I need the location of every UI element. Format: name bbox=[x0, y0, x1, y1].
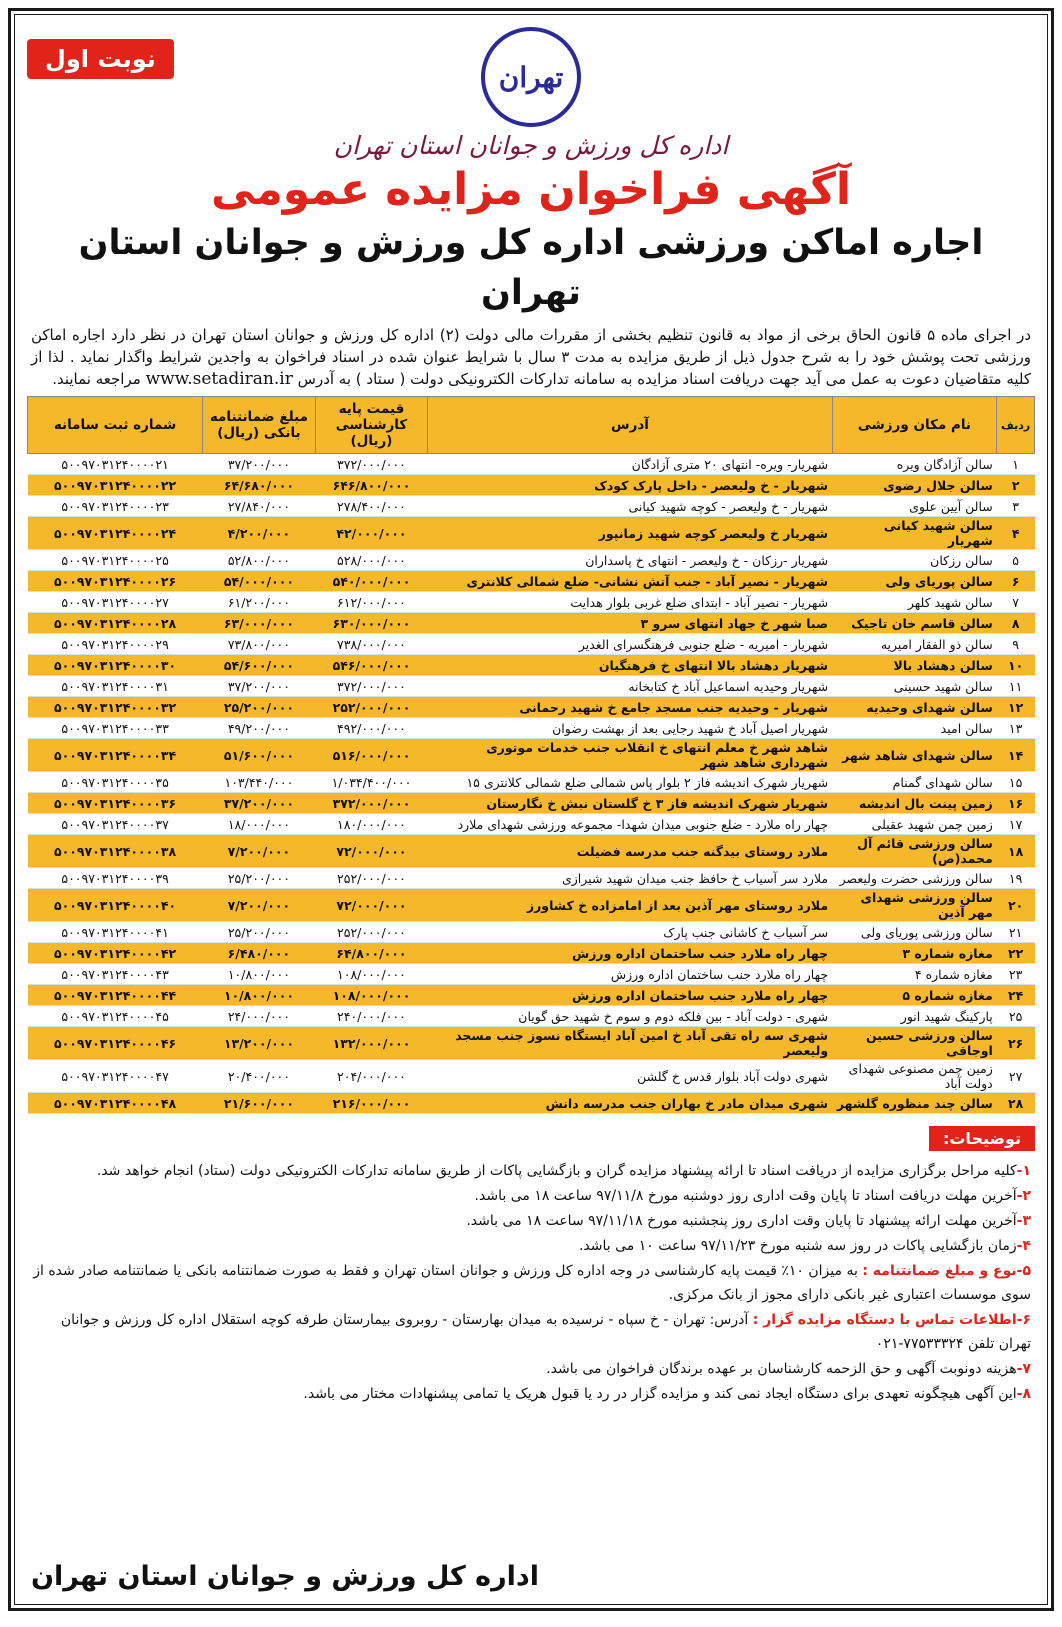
row-index: ۱۸ bbox=[997, 835, 1035, 868]
row-index: ۴ bbox=[997, 517, 1035, 550]
row-venue-name: سالن جلال رضوی bbox=[832, 475, 997, 496]
header-base-price: قیمت پایه کارشناسی (ریال) bbox=[315, 397, 428, 454]
row-venue-name: سالن امید bbox=[832, 718, 997, 739]
row-guarantee: ۱۰/۸۰۰/۰۰۰ bbox=[203, 964, 316, 985]
row-base-price: ۲۰۴/۰۰۰/۰۰۰ bbox=[315, 1060, 428, 1093]
row-registration-number: ۵۰۰۹۷۰۳۱۲۴۰۰۰۰۳۰ bbox=[28, 655, 203, 676]
row-registration-number: ۵۰۰۹۷۰۳۱۲۴۰۰۰۰۳۶ bbox=[28, 793, 203, 814]
row-venue-name: مغازه شماره ۳ bbox=[832, 943, 997, 964]
row-venue-name: سالن آزادگان ویره bbox=[832, 454, 997, 475]
row-address: شهریار- ویره- انتهای ۲۰ متری آزادگان bbox=[428, 454, 832, 475]
row-index: ۸ bbox=[997, 613, 1035, 634]
row-index: ۳ bbox=[997, 496, 1035, 517]
table-row bbox=[28, 814, 1035, 835]
table-row bbox=[28, 517, 1035, 550]
row-registration-number: ۵۰۰۹۷۰۳۱۲۴۰۰۰۰۳۵ bbox=[28, 772, 203, 793]
row-registration-number: ۵۰۰۹۷۰۳۱۲۴۰۰۰۰۲۶ bbox=[28, 571, 203, 592]
row-guarantee: ۳۷/۲۰۰/۰۰۰ bbox=[203, 793, 316, 814]
row-address: شهریار - خ ولیعصر - داخل پارک کودک bbox=[428, 475, 832, 496]
row-venue-name: سالن پوریای ولی bbox=[832, 571, 997, 592]
row-venue-name: زمین پینت بال اندیشه bbox=[832, 793, 997, 814]
intro-paragraph bbox=[31, 324, 1031, 390]
row-guarantee: ۵۴/۶۰۰/۰۰۰ bbox=[203, 655, 316, 676]
row-venue-name: سالن چند منظوره گلشهر bbox=[832, 1093, 997, 1114]
note-text: هزینه دونوبت آگهی و حق الزحمه کارشناسان بر عهده برندگان فراخوان می باشد. bbox=[546, 1361, 1017, 1377]
row-guarantee: ۴/۲۰۰/۰۰۰ bbox=[203, 517, 316, 550]
table-row bbox=[28, 772, 1035, 793]
row-address: شاهد شهر خ معلم انتهای خ انقلاب جنب خدمات موتوری شهرداری شاهد شهر bbox=[428, 739, 832, 772]
note-number: ۷- bbox=[1016, 1361, 1031, 1377]
row-guarantee: ۲۵/۲۰۰/۰۰۰ bbox=[203, 868, 316, 889]
row-registration-number: ۵۰۰۹۷۰۳۱۲۴۰۰۰۰۴۰ bbox=[28, 889, 203, 922]
note-item bbox=[31, 1184, 1031, 1208]
table-row bbox=[28, 571, 1035, 592]
header-venue-name: نام مکان ورزشی bbox=[832, 397, 997, 454]
row-registration-number: ۵۰۰۹۷۰۳۱۲۴۰۰۰۰۲۸ bbox=[28, 613, 203, 634]
table-row bbox=[28, 592, 1035, 613]
row-address: شهری میدان مادر خ بهاران جنب مدرسه دانش bbox=[428, 1093, 832, 1114]
row-base-price: ۴۲/۰۰۰/۰۰۰ bbox=[315, 517, 428, 550]
row-base-price: ۲۴۰/۰۰۰/۰۰۰ bbox=[315, 1006, 428, 1027]
row-registration-number: ۵۰۰۹۷۰۳۱۲۴۰۰۰۰۳۸ bbox=[28, 835, 203, 868]
note-text: زمان بازگشایی پاکات در روز سه شنبه مورخ ۹۷/۱۱/۲۳ ساعت ۱۰ می باشد. bbox=[578, 1238, 1017, 1254]
row-address: شهریار خ ولیعصر کوچه شهید زمانپور bbox=[428, 517, 832, 550]
row-address: صبا شهر خ جهاد انتهای سرو ۳ bbox=[428, 613, 832, 634]
row-registration-number: ۵۰۰۹۷۰۳۱۲۴۰۰۰۰۴۶ bbox=[28, 1027, 203, 1060]
row-index: ۱۶ bbox=[997, 793, 1035, 814]
row-guarantee: ۵۱/۶۰۰/۰۰۰ bbox=[203, 739, 316, 772]
table-body bbox=[28, 454, 1035, 1114]
row-base-price: ۲۵۲/۰۰۰/۰۰۰ bbox=[315, 922, 428, 943]
row-venue-name: سالن قاسم خان تاجیک bbox=[832, 613, 997, 634]
row-venue-name: سالن ورزشی حضرت ولیعصر bbox=[832, 868, 997, 889]
note-item bbox=[31, 1234, 1031, 1258]
table-row bbox=[28, 943, 1035, 964]
row-registration-number: ۵۰۰۹۷۰۳۱۲۴۰۰۰۰۳۳ bbox=[28, 718, 203, 739]
row-index: ۱۳ bbox=[997, 718, 1035, 739]
header-index: ردیف bbox=[997, 397, 1035, 454]
row-base-price: ۶۱۲/۰۰۰/۰۰۰ bbox=[315, 592, 428, 613]
row-base-price: ۲۱۶/۰۰۰/۰۰۰ bbox=[315, 1093, 428, 1114]
row-guarantee: ۲۵/۲۰۰/۰۰۰ bbox=[203, 697, 316, 718]
row-index: ۲۵ bbox=[997, 1006, 1035, 1027]
table-row bbox=[28, 475, 1035, 496]
row-address: شهری دولت آباد بلوار قدس خ گلشن bbox=[428, 1060, 832, 1093]
row-guarantee: ۱۰/۸۰۰/۰۰۰ bbox=[203, 985, 316, 1006]
row-base-price: ۱۸۰/۰۰۰/۰۰۰ bbox=[315, 814, 428, 835]
table-row bbox=[28, 1006, 1035, 1027]
row-address: شهریار وحیدیه اسماعیل آباد خ کتابخانه bbox=[428, 676, 832, 697]
row-address: ملارد روستای بیدگنه جنب مدرسه فضیلت bbox=[428, 835, 832, 868]
row-base-price: ۷۲/۰۰۰/۰۰۰ bbox=[315, 889, 428, 922]
row-base-price: ۵۴۶/۰۰۰/۰۰۰ bbox=[315, 655, 428, 676]
row-venue-name: مغازه شماره ۵ bbox=[832, 985, 997, 1006]
row-address: شهریار - خ ولیعصر - کوچه شهید کیانی bbox=[428, 496, 832, 517]
table-row bbox=[28, 964, 1035, 985]
table-row bbox=[28, 676, 1035, 697]
note-item bbox=[31, 1259, 1031, 1307]
row-base-price: ۱۰۸/۰۰۰/۰۰۰ bbox=[315, 985, 428, 1006]
row-registration-number: ۵۰۰۹۷۰۳۱۲۴۰۰۰۰۲۲ bbox=[28, 475, 203, 496]
table-row bbox=[28, 655, 1035, 676]
row-guarantee: ۷/۲۰۰/۰۰۰ bbox=[203, 889, 316, 922]
table-row bbox=[28, 985, 1035, 1006]
row-index: ۲۸ bbox=[997, 1093, 1035, 1114]
row-registration-number: ۵۰۰۹۷۰۳۱۲۴۰۰۰۰۲۷ bbox=[28, 592, 203, 613]
row-registration-number: ۵۰۰۹۷۰۳۱۲۴۰۰۰۰۲۴ bbox=[28, 517, 203, 550]
row-guarantee: ۶۱/۲۰۰/۰۰۰ bbox=[203, 592, 316, 613]
row-base-price: ۵۲۸/۰۰۰/۰۰۰ bbox=[315, 550, 428, 571]
row-venue-name: سالن شهدای گمنام bbox=[832, 772, 997, 793]
intro-text: در اجرای ماده ۵ قانون الحاق برخی از مواد به قانون تنظیم بخشی از مقررات مالی دولت (۲) اداره کل ورزش و جوانان استان تهران در نظر دارد اجاره اماکن ورزشی تحت پوشش خود را به شرح جدول ذیل از طریق مزایده به مدت ۳ سال با شرایط عنوان شده در اسناد فراخوان به واجدین شرایط واگذار نماید . لذا از کلیه متقاضیان دعوت به عمل می آید جهت دریافت اسناد مزایده به سامانه تدارکات الکترونیکی دولت ( ستاد ) به آدرس bbox=[31, 326, 1032, 388]
row-registration-number: ۵۰۰۹۷۰۳۱۲۴۰۰۰۰۲۹ bbox=[28, 634, 203, 655]
row-registration-number: ۵۰۰۹۷۰۳۱۲۴۰۰۰۰۲۳ bbox=[28, 496, 203, 517]
row-index: ۱۴ bbox=[997, 739, 1035, 772]
row-index: ۷ bbox=[997, 592, 1035, 613]
row-guarantee: ۴۹/۲۰۰/۰۰۰ bbox=[203, 718, 316, 739]
note-number: ۵- bbox=[1016, 1263, 1031, 1279]
footer-organization: اداره کل ورزش و جوانان استان تهران bbox=[31, 1561, 539, 1592]
logo-text: تهران bbox=[498, 60, 564, 94]
row-registration-number: ۵۰۰۹۷۰۳۱۲۴۰۰۰۰۳۷ bbox=[28, 814, 203, 835]
row-base-price: ۲۵۲/۰۰۰/۰۰۰ bbox=[315, 868, 428, 889]
row-base-price: ۴۹۲/۰۰۰/۰۰۰ bbox=[315, 718, 428, 739]
row-registration-number: ۵۰۰۹۷۰۳۱۲۴۰۰۰۰۴۲ bbox=[28, 943, 203, 964]
row-venue-name: سالن شهید کلهر bbox=[832, 592, 997, 613]
row-address: ملارد سر آسیاب خ حافظ جنب میدان شهید شیرازی bbox=[428, 868, 832, 889]
row-registration-number: ۵۰۰۹۷۰۳۱۲۴۰۰۰۰۲۵ bbox=[28, 550, 203, 571]
table-row bbox=[28, 793, 1035, 814]
row-venue-name: سالن شهدای وحیدیه bbox=[832, 697, 997, 718]
intro-end: مراجعه نمایند. bbox=[52, 370, 141, 388]
organization-logo bbox=[481, 27, 581, 127]
row-guarantee: ۶۳/۰۰۰/۰۰۰ bbox=[203, 613, 316, 634]
note-number: ۱- bbox=[1016, 1163, 1031, 1179]
row-index: ۲۱ bbox=[997, 922, 1035, 943]
row-base-price: ۶۴/۸۰۰/۰۰۰ bbox=[315, 943, 428, 964]
row-guarantee: ۲۰/۴۰۰/۰۰۰ bbox=[203, 1060, 316, 1093]
row-base-price: ۶۴۶/۸۰۰/۰۰۰ bbox=[315, 475, 428, 496]
note-item bbox=[31, 1382, 1031, 1406]
row-registration-number: ۵۰۰۹۷۰۳۱۲۴۰۰۰۰۳۲ bbox=[28, 697, 203, 718]
row-guarantee: ۵۴/۰۰۰/۰۰۰ bbox=[203, 571, 316, 592]
table-row bbox=[28, 868, 1035, 889]
header-address: آدرس bbox=[428, 397, 832, 454]
notes-list bbox=[31, 1159, 1031, 1406]
table-row bbox=[28, 454, 1035, 475]
row-index: ۱۵ bbox=[997, 772, 1035, 793]
row-index: ۲۰ bbox=[997, 889, 1035, 922]
note-item bbox=[31, 1209, 1031, 1233]
table-row bbox=[28, 496, 1035, 517]
row-guarantee: ۲۴/۰۰۰/۰۰۰ bbox=[203, 1006, 316, 1027]
row-address: شهریار اصیل آباد خ شهید رجایی بعد از بهشت رضوان bbox=[428, 718, 832, 739]
row-registration-number: ۵۰۰۹۷۰۳۱۲۴۰۰۰۰۳۱ bbox=[28, 676, 203, 697]
table-row bbox=[28, 922, 1035, 943]
row-index: ۱ bbox=[997, 454, 1035, 475]
note-text: این آگهی هیچگونه تعهدی برای دستگاه ایجاد نمی کند و مزایده گزار در رد یا قبول هریک یا تمامی پیشنهادات مختار می باشد. bbox=[303, 1386, 1017, 1402]
row-registration-number: ۵۰۰۹۷۰۳۱۲۴۰۰۰۰۴۸ bbox=[28, 1093, 203, 1114]
row-index: ۹ bbox=[997, 634, 1035, 655]
row-address: چهار راه ملارد جنب ساختمان اداره ورزش bbox=[428, 943, 832, 964]
row-index: ۱۷ bbox=[997, 814, 1035, 835]
row-registration-number: ۵۰۰۹۷۰۳۱۲۴۰۰۰۰۴۳ bbox=[28, 964, 203, 985]
note-item bbox=[31, 1357, 1031, 1381]
row-guarantee: ۲۵/۲۰۰/۰۰۰ bbox=[203, 922, 316, 943]
note-text: به میزان ۱۰٪ قیمت پایه کارشناسی در وجه اداره کل ورزش و جوانان استان تهران و فقط به صورت ضمانتنامه بانکی یا ضمانتنامه صادر شده از سوی موسسات اعتباری غیر بانکی دارای مجوز از بانک مرکزی. bbox=[33, 1263, 1031, 1303]
table-row bbox=[28, 739, 1035, 772]
note-text: آدرس: تهران - خ سپاه - نرسیده به میدان بهارستان - روبروی بیمارستان طرفه کوچه استقلال اداره کل ورزش و جوانان تهران تلفن ۷۷۵۳۳۳۲۴-۰۲۱ bbox=[60, 1312, 1031, 1352]
row-address: چهار راه ملارد جنب ساختمان اداره ورزش bbox=[428, 964, 832, 985]
row-base-price: ۶۳۰/۰۰۰/۰۰۰ bbox=[315, 613, 428, 634]
row-base-price: ۵۴۰/۰۰۰/۰۰۰ bbox=[315, 571, 428, 592]
table-header-row bbox=[28, 397, 1035, 454]
row-guarantee: ۶/۴۸۰/۰۰۰ bbox=[203, 943, 316, 964]
row-venue-name: سالن رزکان bbox=[832, 550, 997, 571]
row-venue-name: زمین چمن شهید عقیلی bbox=[832, 814, 997, 835]
note-key: اطلاعات تماس با دستگاه مزایده گزار : bbox=[752, 1312, 1017, 1328]
page-subtitle: اجاره اماکن ورزشی اداره کل ورزش و جوانان استان تهران bbox=[78, 223, 984, 313]
row-base-price: ۳۷۲/۰۰۰/۰۰۰ bbox=[315, 454, 428, 475]
venues-table bbox=[27, 396, 1035, 1114]
row-registration-number: ۵۰۰۹۷۰۳۱۲۴۰۰۰۰۲۱ bbox=[28, 454, 203, 475]
row-base-price: ۱۰۸/۰۰۰/۰۰۰ bbox=[315, 964, 428, 985]
row-venue-name: سالن آیین علوی bbox=[832, 496, 997, 517]
row-guarantee: ۳۷/۲۰۰/۰۰۰ bbox=[203, 676, 316, 697]
row-base-price: ۷۲/۰۰۰/۰۰۰ bbox=[315, 835, 428, 868]
row-base-price: ۷۳۸/۰۰۰/۰۰۰ bbox=[315, 634, 428, 655]
row-guarantee: ۲۱/۶۰۰/۰۰۰ bbox=[203, 1093, 316, 1114]
note-number: ۸- bbox=[1016, 1386, 1031, 1402]
row-address: چهار راه ملارد - ضلع جنوبی میدان شهدا- مجموعه ورزشی شهدای ملارد bbox=[428, 814, 832, 835]
page-title: آگهی فراخوان مزایده عمومی bbox=[211, 164, 851, 215]
table-row bbox=[28, 613, 1035, 634]
header-registration-number: شماره ثبت سامانه bbox=[28, 397, 203, 454]
row-index: ۱۹ bbox=[997, 868, 1035, 889]
row-registration-number: ۵۰۰۹۷۰۳۱۲۴۰۰۰۰۴۴ bbox=[28, 985, 203, 1006]
row-guarantee: ۱۸/۰۰۰/۰۰۰ bbox=[203, 814, 316, 835]
row-base-price: ۲۵۲/۰۰۰/۰۰۰ bbox=[315, 697, 428, 718]
row-venue-name: سالن ذو الفقار امیریه bbox=[832, 634, 997, 655]
table-row bbox=[28, 697, 1035, 718]
row-base-price: ۵۱۶/۰۰۰/۰۰۰ bbox=[315, 739, 428, 772]
row-address: شهریار -رزکان - خ ولیعصر - انتهای خ پاسداران bbox=[428, 550, 832, 571]
row-address: شهریار شهرک اندیشه فاز ۳ خ گلستان نبش خ نگارستان bbox=[428, 793, 832, 814]
row-address: شهری سه راه تقی آباد خ امین آباد ایستگاه نسوز جنب مسجد ولیعصر bbox=[428, 1027, 832, 1060]
row-venue-name: پارکینگ شهید انور bbox=[832, 1006, 997, 1027]
row-index: ۱۰ bbox=[997, 655, 1035, 676]
row-address: سر آسیاب خ کاشانی جنب پارک bbox=[428, 922, 832, 943]
row-guarantee: ۲۷/۸۴۰/۰۰۰ bbox=[203, 496, 316, 517]
row-venue-name: مغازه شماره ۴ bbox=[832, 964, 997, 985]
row-index: ۲۲ bbox=[997, 943, 1035, 964]
row-index: ۱۲ bbox=[997, 697, 1035, 718]
note-item bbox=[31, 1308, 1031, 1356]
row-venue-name: سالن شهید کیانی شهریار bbox=[832, 517, 997, 550]
note-number: ۴- bbox=[1016, 1238, 1031, 1254]
row-base-price: ۲۷۸/۴۰۰/۰۰۰ bbox=[315, 496, 428, 517]
row-address: ملارد روستای مهر آذین بعد از امامزاده خ کشاورز bbox=[428, 889, 832, 922]
row-index: ۲۴ bbox=[997, 985, 1035, 1006]
row-venue-name: سالن ورزشی حسین اوجاقی bbox=[832, 1027, 997, 1060]
note-item bbox=[31, 1159, 1031, 1183]
row-index: ۲۷ bbox=[997, 1060, 1035, 1093]
note-text: کلیه مراحل برگزاری مزایده از دریافت اسناد تا ارائه پیشنهاد مزایده گران و بازگشایی پاکات از طریق سامانه تدارکات الکترونیکی دولت (ستاد) انجام خواهد شد. bbox=[96, 1163, 1017, 1179]
row-address: شهریار شهرک اندیشه فاز ۲ بلوار پاس شمالی ضلع شمالی کلانتری ۱۵ bbox=[428, 772, 832, 793]
row-registration-number: ۵۰۰۹۷۰۳۱۲۴۰۰۰۰۳۴ bbox=[28, 739, 203, 772]
table-row bbox=[28, 889, 1035, 922]
table-row bbox=[28, 835, 1035, 868]
row-guarantee: ۷/۲۰۰/۰۰۰ bbox=[203, 835, 316, 868]
row-guarantee: ۱۰۳/۴۴۰/۰۰۰ bbox=[203, 772, 316, 793]
row-guarantee: ۵۲/۸۰۰/۰۰۰ bbox=[203, 550, 316, 571]
row-index: ۲۶ bbox=[997, 1027, 1035, 1060]
row-guarantee: ۷۳/۸۰۰/۰۰۰ bbox=[203, 634, 316, 655]
row-registration-number: ۵۰۰۹۷۰۳۱۲۴۰۰۰۰۳۹ bbox=[28, 868, 203, 889]
row-base-price: ۳۷۲/۰۰۰/۰۰۰ bbox=[315, 793, 428, 814]
note-number: ۲- bbox=[1016, 1188, 1031, 1204]
row-registration-number: ۵۰۰۹۷۰۳۱۲۴۰۰۰۰۴۵ bbox=[28, 1006, 203, 1027]
row-index: ۲ bbox=[997, 475, 1035, 496]
row-address: شهریار دهشاد بالا انتهای خ فرهنگیان bbox=[428, 655, 832, 676]
row-guarantee: ۶۴/۶۸۰/۰۰۰ bbox=[203, 475, 316, 496]
first-round-badge: نوبت اول bbox=[27, 39, 174, 79]
row-venue-name: سالن دهشاد بالا bbox=[832, 655, 997, 676]
row-address: چهار راه ملارد جنب ساختمان اداره ورزش bbox=[428, 985, 832, 1006]
table-row bbox=[28, 634, 1035, 655]
row-venue-name: سالن ورزشی شهدای مهر آذین bbox=[832, 889, 997, 922]
row-guarantee: ۳۷/۲۰۰/۰۰۰ bbox=[203, 454, 316, 475]
advertisement-page bbox=[8, 8, 1054, 1611]
notes-title: توضیحات: bbox=[929, 1126, 1035, 1151]
row-base-price: ۱۳۲/۰۰۰/۰۰۰ bbox=[315, 1027, 428, 1060]
row-index: ۵ bbox=[997, 550, 1035, 571]
row-registration-number: ۵۰۰۹۷۰۳۱۲۴۰۰۰۰۴۷ bbox=[28, 1060, 203, 1093]
row-venue-name: زمین چمن مصنوعی شهدای دولت آباد bbox=[832, 1060, 997, 1093]
note-key: نوع و مبلغ ضمانتنامه : bbox=[862, 1263, 1017, 1279]
row-venue-name: سالن ورزشی پوریای ولی bbox=[832, 922, 997, 943]
row-index: ۱۱ bbox=[997, 676, 1035, 697]
setad-url-link[interactable]: www.setadiran.ir bbox=[145, 369, 293, 389]
table-row bbox=[28, 1027, 1035, 1060]
row-base-price: ۳۷۲/۰۰۰/۰۰۰ bbox=[315, 676, 428, 697]
row-venue-name: سالن شهید حسینی bbox=[832, 676, 997, 697]
row-guarantee: ۱۳/۲۰۰/۰۰۰ bbox=[203, 1027, 316, 1060]
table-row bbox=[28, 550, 1035, 571]
row-registration-number: ۵۰۰۹۷۰۳۱۲۴۰۰۰۰۴۱ bbox=[28, 922, 203, 943]
note-number: ۳- bbox=[1016, 1213, 1031, 1229]
table-row bbox=[28, 1060, 1035, 1093]
row-base-price: ۱/۰۳۴/۴۰۰/۰۰۰ bbox=[315, 772, 428, 793]
row-address: شهریار - امیریه - ضلع جنوبی فرهنگسرای الغدیر bbox=[428, 634, 832, 655]
note-text: آخرین مهلت دریافت اسناد تا پایان وقت اداری روز دوشنبه مورخ ۹۷/۱۱/۸ ساعت ۱۸ می باشد. bbox=[474, 1188, 1017, 1204]
row-index: ۶ bbox=[997, 571, 1035, 592]
row-address: شهریار - وحیدیه جنب مسجد جامع خ شهید رحمانی bbox=[428, 697, 832, 718]
row-address: شهری - دولت آباد - بین فلکه دوم و سوم خ شهید حق گویان bbox=[428, 1006, 832, 1027]
row-index: ۲۳ bbox=[997, 964, 1035, 985]
note-number: ۶- bbox=[1016, 1312, 1031, 1328]
organization-name: اداره کل ورزش و جوانان استان تهران bbox=[333, 131, 729, 160]
row-venue-name: سالن ورزشی قائم آل محمد(ص) bbox=[832, 835, 997, 868]
row-address: شهریار - نصیر آباد - جنب آتش نشانی- ضلع شمالی کلانتری bbox=[428, 571, 832, 592]
note-text: آخرین مهلت ارائه پیشنهاد تا پایان وقت اداری روز پنجشنبه مورخ ۹۷/۱۱/۱۸ ساعت ۱۸ می باشد. bbox=[466, 1213, 1017, 1229]
table-row bbox=[28, 718, 1035, 739]
table-row bbox=[28, 1093, 1035, 1114]
row-venue-name: سالن شهدای شاهد شهر bbox=[832, 739, 997, 772]
header-guarantee: مبلغ ضمانتنامه بانکی (ریال) bbox=[203, 397, 316, 454]
row-address: شهریار - نصیر آباد - ابتدای ضلع غربی بلوار هدایت bbox=[428, 592, 832, 613]
